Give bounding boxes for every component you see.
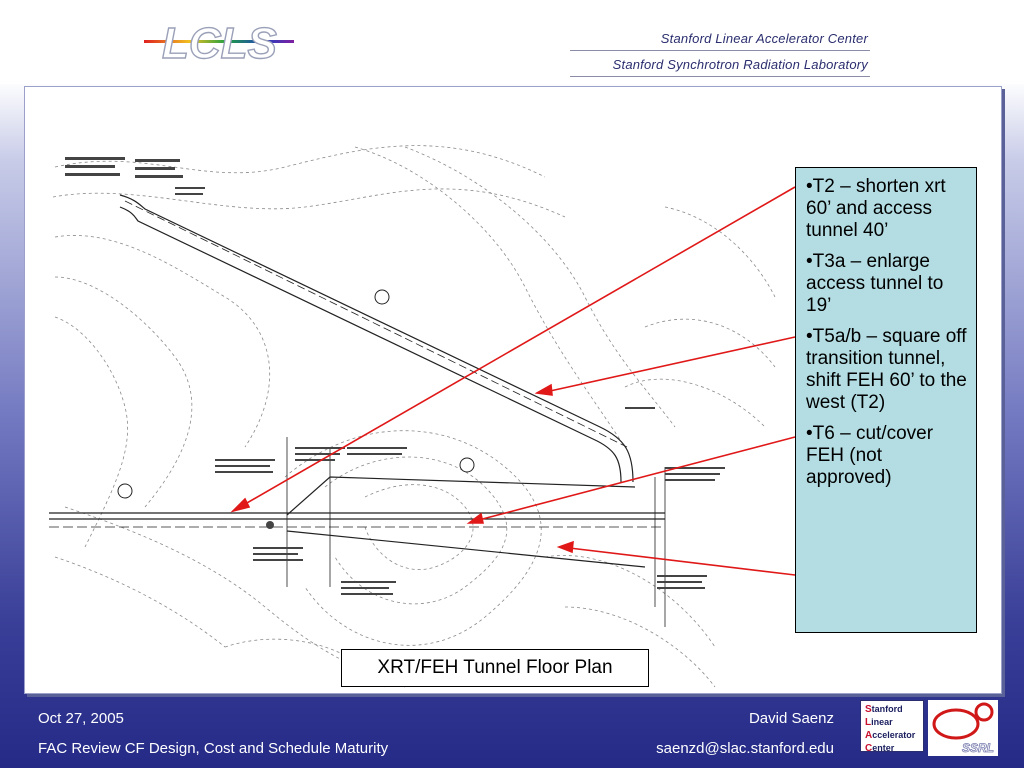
org-line-ssrl: Stanford Synchrotron Radiation Laboratory [612, 57, 868, 72]
footer-email: saenzd@slac.stanford.edu [656, 740, 834, 757]
slac-logo-line: Stanford [865, 704, 903, 715]
ssrl-logo [928, 700, 998, 756]
footer-title: FAC Review CF Design, Cost and Schedule Maturity [38, 740, 389, 757]
arrow-t2-head [233, 499, 249, 511]
notes-callout [795, 167, 977, 633]
lcls-logo [140, 10, 300, 70]
arrow-t3a-head [537, 385, 552, 395]
org-line-slac: Stanford Linear Accelerator Center [660, 31, 868, 46]
drawing-annotation-marks [65, 157, 725, 595]
slac-logo-line: Linear [865, 717, 893, 728]
terrain-contours [53, 146, 775, 687]
header-divider [570, 50, 870, 51]
header-divider-bottom [570, 76, 870, 77]
header [0, 0, 1024, 84]
slac-logo-line: Center [865, 743, 895, 754]
arrow-t2 [233, 187, 795, 511]
arrow-t5 [471, 437, 795, 522]
footer-author: David Saenz [748, 710, 834, 727]
note-t3a: •T3a – enlarge access tunnel to 19’ [806, 251, 944, 316]
x-ray-transport-tunnel [120, 195, 633, 482]
note-t5ab: •T5a/b – square off transition tunnel, shift FEH 60’ to the west (T2) [806, 326, 967, 413]
note-t2: •T2 – shorten xrt 60’ and access tunnel 40’ [806, 176, 946, 241]
footer-date: Oct 27, 2005 [38, 710, 124, 727]
slac-logo [860, 700, 924, 752]
callout-arrows [233, 187, 795, 575]
arrow-t3a [541, 337, 795, 393]
ssrl-logo-text: SSRL [962, 741, 995, 755]
arrow-t6-head [559, 542, 573, 552]
note-t6: •T6 – cut/cover FEH (not approved) [806, 423, 934, 488]
drawing-caption: XRT/FEH Tunnel Floor Plan [341, 649, 649, 687]
lcls-logo-text: LCLS [162, 19, 277, 68]
arrow-t6 [561, 547, 795, 575]
slac-logo-line: Accelerator [865, 730, 916, 741]
feh-tunnel [49, 437, 665, 627]
slide-panel [24, 86, 1002, 694]
